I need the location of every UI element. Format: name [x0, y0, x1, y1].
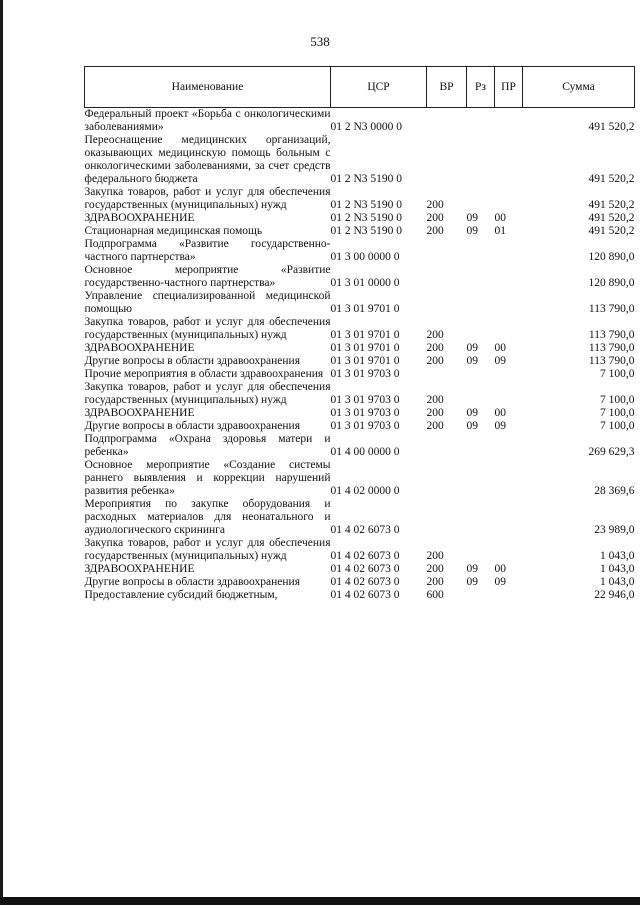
row-name: ЗДРАВООХРАНЕНИЕ: [84, 563, 195, 575]
row-csr: 01 3 01 9703 0: [330, 368, 400, 380]
scan-left-edge: [0, 0, 3, 905]
row-rz: [467, 108, 495, 135]
row-sum: 113 790,0: [588, 355, 635, 367]
row-name: ЗДРАВООХРАНЕНИЕ: [84, 212, 195, 224]
row-vr: [427, 433, 467, 459]
row-vr: 200: [426, 199, 444, 211]
row-vr: [427, 498, 467, 537]
table-row: [85, 108, 635, 135]
row-name: Другие вопросы в области здравоохранения: [84, 420, 300, 432]
row-pr: [495, 381, 523, 407]
row-pr: 00: [494, 563, 506, 575]
table-row: [85, 290, 635, 316]
row-sum: 7 100,0: [600, 407, 635, 419]
table-row: [85, 420, 635, 433]
row-name: Подпрограмма «Развитие государственно-частного партнерства»: [84, 238, 331, 263]
page-number: 538: [310, 34, 330, 49]
row-csr: 01 4 02 6073 0: [330, 589, 400, 601]
header-sum: Сумма: [523, 67, 635, 108]
row-csr: 01 4 02 6073 0: [330, 524, 400, 536]
row-pr: 00: [494, 212, 506, 224]
row-csr: 01 3 01 9701 0: [330, 355, 400, 367]
table-row: [85, 342, 635, 355]
row-rz: 09: [466, 225, 478, 237]
table-row: [85, 264, 635, 290]
row-csr: 01 2 N3 5190 0: [330, 212, 403, 224]
row-name: Мероприятия по закупке оборудования и расходных материалов для неонатального и аудиологического скрининга: [84, 498, 331, 536]
header-name: Наименование: [85, 67, 331, 108]
row-vr: 600: [426, 589, 444, 601]
header-pr: ПР: [495, 67, 523, 108]
row-pr: 00: [494, 407, 506, 419]
header-vr: ВР: [427, 67, 467, 108]
row-vr: [427, 290, 467, 316]
row-name: Основное мероприятие «Развитие государственно-частного партнерства»: [84, 264, 331, 289]
table-row: [85, 225, 635, 238]
row-csr: 01 4 02 6073 0: [330, 576, 400, 588]
table-row: [85, 563, 635, 576]
row-rz: [467, 316, 495, 342]
row-vr: 200: [426, 563, 444, 575]
row-sum: 1 043,0: [600, 576, 635, 588]
row-name: Предоставление субсидий бюджетным,: [84, 589, 278, 601]
table-row: [85, 498, 635, 537]
row-name: Федеральный проект «Борьба с онкологическими заболеваниями»: [84, 108, 331, 133]
row-vr: [427, 368, 467, 381]
row-pr: [495, 368, 523, 381]
row-vr: 200: [426, 355, 444, 367]
row-name: Другие вопросы в области здравоохранения: [84, 576, 300, 588]
row-name: ЗДРАВООХРАНЕНИЕ: [84, 342, 195, 354]
row-csr: 01 3 01 9703 0: [330, 407, 400, 419]
table-row: [85, 238, 635, 264]
table-row: [85, 368, 635, 381]
row-rz: 09: [466, 355, 478, 367]
table-row: [85, 381, 635, 407]
row-rz: [467, 381, 495, 407]
row-pr: 01: [494, 225, 506, 237]
row-pr: [495, 264, 523, 290]
row-pr: [495, 134, 523, 186]
row-csr: 01 4 02 6073 0: [330, 563, 400, 575]
row-rz: [467, 459, 495, 498]
row-csr: 01 3 01 9703 0: [330, 420, 400, 432]
row-sum: 22 946,0: [594, 589, 635, 601]
row-pr: [495, 238, 523, 264]
row-csr: 01 2 N3 5190 0: [330, 225, 403, 237]
row-name: Стационарная медицинская помощь: [84, 225, 263, 237]
row-pr: 09: [494, 420, 506, 432]
row-name: Закупка товаров, работ и услуг для обеспечения государственных (муниципальных) нужд: [84, 537, 331, 562]
table-row: [85, 459, 635, 498]
row-pr: [495, 537, 523, 563]
table-row: [85, 407, 635, 420]
header-rz: Рз: [467, 67, 495, 108]
row-rz: [467, 589, 495, 602]
row-name: Прочие мероприятия в области здравоохранения: [84, 368, 324, 380]
row-sum: 1 043,0: [600, 550, 635, 562]
row-rz: [467, 368, 495, 381]
row-csr: 01 4 02 0000 0: [330, 485, 400, 497]
row-csr: 01 2 N3 5190 0: [330, 173, 403, 185]
row-csr: 01 3 01 9701 0: [330, 329, 400, 341]
row-vr: 200: [426, 225, 444, 237]
row-name: ЗДРАВООХРАНЕНИЕ: [84, 407, 195, 419]
row-pr: [495, 316, 523, 342]
row-vr: [427, 459, 467, 498]
row-name: Другие вопросы в области здравоохранения: [84, 355, 300, 367]
row-name: Закупка товаров, работ и услуг для обеспечения государственных (муниципальных) нужд: [84, 186, 331, 211]
row-pr: [495, 433, 523, 459]
row-pr: 00: [494, 342, 506, 354]
row-rz: [467, 498, 495, 537]
row-sum: 1 043,0: [600, 563, 635, 575]
row-sum: 7 100,0: [600, 394, 635, 406]
row-rz: [467, 134, 495, 186]
row-sum: 491 520,2: [588, 212, 635, 224]
table-row: [85, 186, 635, 212]
row-sum: 491 520,2: [588, 199, 635, 211]
row-name: Основное мероприятие «Создание системы раннего выявления и коррекции нарушений развития ребенка»: [84, 459, 331, 497]
row-rz: 09: [466, 576, 478, 588]
table-row: [85, 134, 635, 186]
row-rz: [467, 186, 495, 212]
row-vr: [427, 264, 467, 290]
row-rz: 09: [466, 342, 478, 354]
row-pr: [495, 186, 523, 212]
row-sum: 113 790,0: [588, 329, 635, 341]
row-pr: [495, 498, 523, 537]
row-csr: 01 3 01 9703 0: [330, 394, 400, 406]
row-sum: 7 100,0: [600, 420, 635, 432]
row-pr: 09: [494, 355, 506, 367]
row-rz: [467, 238, 495, 264]
row-sum: 113 790,0: [588, 342, 635, 354]
row-sum: 23 989,0: [594, 524, 635, 536]
row-name: Подпрограмма «Охрана здоровья матери и ребенка»: [84, 433, 331, 458]
table-header-row: [85, 67, 635, 108]
row-pr: [495, 290, 523, 316]
row-csr: 01 2 N3 0000 0: [330, 121, 403, 133]
row-name: Переоснащение медицинских организаций, оказывающих медицинскую помощь больным с онкологическими заболеваниями, за счет средств федерального бюджета: [84, 134, 331, 185]
row-sum: 491 520,2: [588, 173, 635, 185]
table-row: [85, 589, 635, 602]
table-row: [85, 316, 635, 342]
row-pr: [495, 108, 523, 135]
row-vr: 200: [426, 550, 444, 562]
row-sum: 269 629,3: [588, 446, 635, 458]
row-vr: [427, 108, 467, 135]
header-csr: ЦСР: [331, 67, 427, 108]
row-rz: 09: [466, 212, 478, 224]
row-vr: 200: [426, 420, 444, 432]
table-row: [85, 537, 635, 563]
row-csr: 01 2 N3 5190 0: [330, 199, 403, 211]
budget-table: [84, 66, 635, 602]
row-rz: [467, 290, 495, 316]
row-sum: 120 890,0: [588, 251, 635, 263]
row-pr: 09: [494, 576, 506, 588]
table-body: [85, 108, 635, 603]
table-row: [85, 355, 635, 368]
row-csr: 01 3 01 0000 0: [330, 277, 400, 289]
row-vr: 200: [426, 394, 444, 406]
row-rz: [467, 537, 495, 563]
row-sum: 491 520,2: [588, 121, 635, 133]
row-vr: 200: [426, 329, 444, 341]
row-vr: 200: [426, 407, 444, 419]
row-sum: 113 790,0: [588, 303, 635, 315]
row-csr: 01 3 01 9701 0: [330, 303, 400, 315]
row-vr: [427, 238, 467, 264]
row-vr: 200: [426, 342, 444, 354]
row-name: Закупка товаров, работ и услуг для обеспечения государственных (муниципальных) нужд: [84, 316, 331, 341]
row-pr: [495, 589, 523, 602]
scan-bottom-edge: [0, 897, 640, 905]
row-sum: 491 520,2: [588, 225, 635, 237]
table-row: [85, 212, 635, 225]
row-csr: 01 3 01 9701 0: [330, 342, 400, 354]
row-sum: 7 100,0: [600, 368, 635, 380]
row-pr: [495, 459, 523, 498]
table-row: [85, 576, 635, 589]
row-rz: [467, 264, 495, 290]
row-vr: 200: [426, 212, 444, 224]
row-csr: 01 3 00 0000 0: [330, 251, 400, 263]
table-row: [85, 433, 635, 459]
row-name: Управление специализированной медицинской помощью: [84, 290, 331, 315]
row-sum: 120 890,0: [588, 277, 635, 289]
row-rz: 09: [466, 407, 478, 419]
row-sum: 28 369,6: [594, 485, 635, 497]
row-vr: [427, 134, 467, 186]
row-vr: 200: [426, 576, 444, 588]
row-csr: 01 4 02 6073 0: [330, 550, 400, 562]
row-rz: [467, 433, 495, 459]
row-rz: 09: [466, 420, 478, 432]
row-rz: 09: [466, 563, 478, 575]
row-csr: 01 4 00 0000 0: [330, 446, 400, 458]
row-name: Закупка товаров, работ и услуг для обеспечения государственных (муниципальных) нужд: [84, 381, 331, 406]
